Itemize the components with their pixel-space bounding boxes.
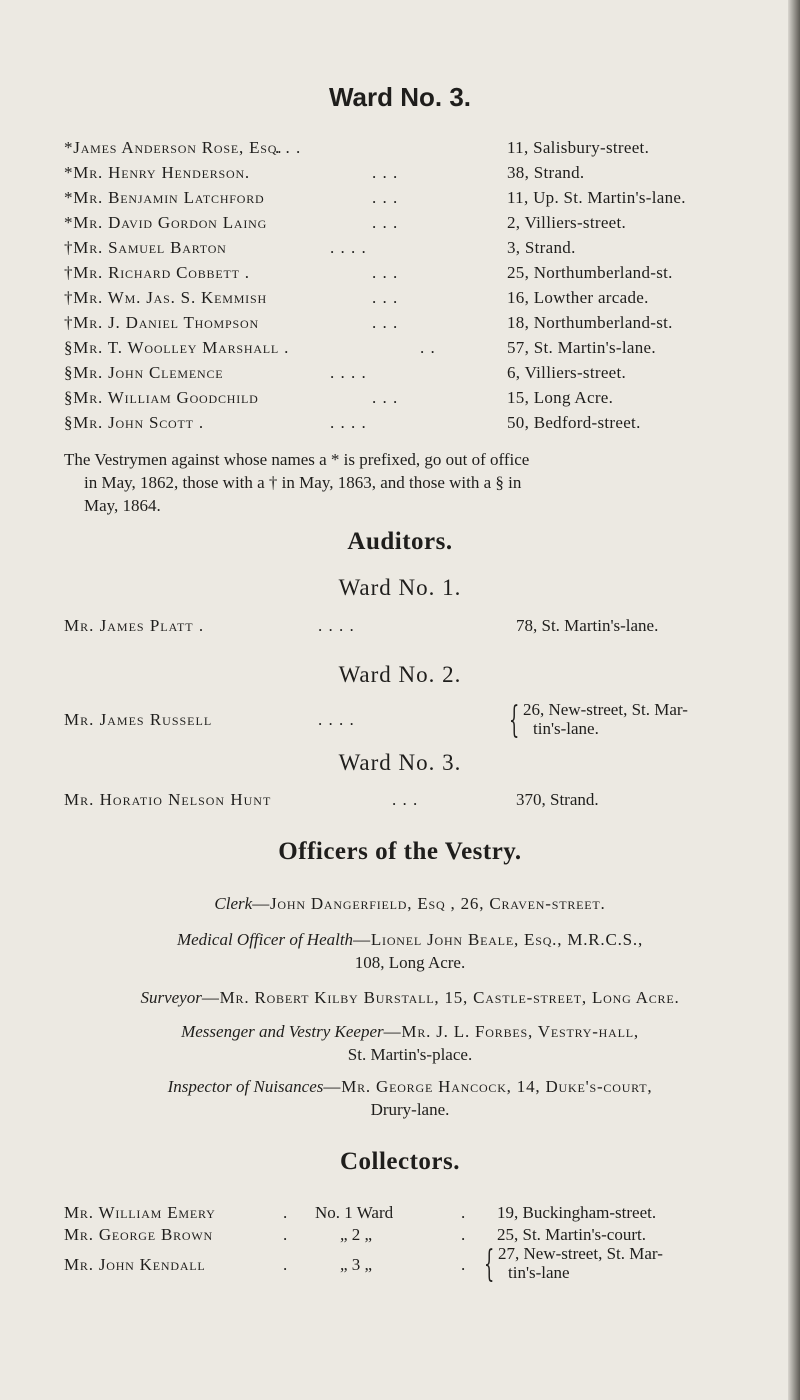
vestryman-name: *Mr. Benjamin Latchford xyxy=(64,188,265,207)
vestryman-name: §Mr. John Clemence xyxy=(64,363,224,382)
ward-label: Ward No. 1. xyxy=(338,575,462,600)
collector-row xyxy=(0,1224,800,1246)
officer-entry xyxy=(80,892,740,915)
vestryman-address: 6, Villiers-street. xyxy=(507,363,627,382)
officer-details: —Mr. J. L. Forbes, Vestry-hall, xyxy=(383,1022,639,1041)
office-term-note xyxy=(64,448,764,517)
vestryman-address: 18, Northumberland-st. xyxy=(507,313,673,332)
address-line: 26, New-street, St. Mar- xyxy=(523,700,688,719)
page-edge-shadow xyxy=(788,0,800,1400)
collector-ward: No. 1 Ward xyxy=(315,1203,394,1222)
collector-name: Mr. John Kendall xyxy=(64,1255,206,1274)
leader-dots: . . . xyxy=(372,288,399,307)
leader-dot: . xyxy=(461,1225,466,1244)
note-line: The Vestrymen against whose names a * is prefixed, go out of office xyxy=(64,450,530,469)
brace-glyph: { xyxy=(484,1244,495,1285)
officer-entry xyxy=(80,986,740,1009)
leader-dot: . xyxy=(283,1255,288,1274)
vestryman-row xyxy=(0,186,800,210)
vestryman-address: 2, Villiers-street. xyxy=(507,213,627,232)
ward-label: Ward No. 2. xyxy=(338,662,462,687)
vestryman-address: 25, Northumberland-st. xyxy=(507,263,673,282)
leader-dots: . . . . xyxy=(330,238,367,257)
auditor-address: 370, Strand. xyxy=(516,790,599,809)
auditor-row xyxy=(0,614,800,638)
vestryman-row xyxy=(0,411,800,435)
leader-dots: . . . . xyxy=(330,363,367,382)
vestryman-name: †Mr. Richard Cobbett . xyxy=(64,263,250,282)
leader-dots: . . . xyxy=(372,163,399,182)
collector-name: Mr. William Emery xyxy=(64,1203,216,1222)
leader-dot: . xyxy=(283,1203,288,1222)
vestryman-row xyxy=(0,136,800,160)
vestryman-name: †Mr. Samuel Barton xyxy=(64,238,227,257)
auditors-heading: Auditors. xyxy=(347,528,453,555)
collector-row xyxy=(0,1254,800,1276)
ward-title: Ward No. 3. xyxy=(328,82,472,112)
officer-details: —Mr. George Hancock, 14, Duke's-court, xyxy=(323,1077,653,1096)
address-line: 27, New-street, St. Mar- xyxy=(498,1244,663,1263)
officer-details-line2: 108, Long Acre. xyxy=(354,953,466,972)
vestryman-name: *Mr. Henry Henderson. xyxy=(64,163,250,182)
leader-dots: . . . xyxy=(372,263,399,282)
vestryman-name: §Mr. T. Woolley Marshall . xyxy=(64,338,290,357)
leader-dot: . xyxy=(461,1255,466,1274)
note-line: May, 1864. xyxy=(84,496,161,515)
vestryman-address: 11, Salisbury-street. xyxy=(507,138,650,157)
auditor-name: Mr. James Russell xyxy=(64,710,213,729)
officer-role: Messenger and Vestry Keeper xyxy=(181,1022,384,1041)
officer-role: Inspector of Nuisances xyxy=(167,1077,324,1096)
vestryman-name: §Mr. William Goodchild xyxy=(64,388,259,407)
officer-details-line2: Drury-lane. xyxy=(370,1100,450,1119)
vestryman-address: 16, Lowther arcade. xyxy=(507,288,649,307)
officer-details: —John Dangerfield, Esq , 26, Craven-street. xyxy=(252,894,606,913)
collector-row xyxy=(0,1202,800,1224)
vestryman-row xyxy=(0,361,800,385)
leader-dots: . . . xyxy=(275,138,302,157)
collector-ward: „ 3 „ xyxy=(340,1255,373,1274)
vestryman-address: 11, Up. St. Martin's-lane. xyxy=(507,188,686,207)
brace-glyph: { xyxy=(509,700,520,741)
officers-heading: Officers of the Vestry. xyxy=(278,838,522,865)
vestryman-row xyxy=(0,311,800,335)
collector-address: 25, St. Martin's-court. xyxy=(497,1225,646,1244)
officer-details: —Mr. Robert Kilby Burstall, 15, Castle-street, Long Acre. xyxy=(201,988,680,1007)
vestryman-address: 15, Long Acre. xyxy=(507,388,614,407)
officer-details: —Lionel John Beale, Esq., M.R.C.S., xyxy=(353,930,644,949)
leader-dots: . . . . xyxy=(318,710,355,729)
vestryman-address: 3, Strand. xyxy=(507,238,576,257)
officer-entry xyxy=(80,1075,740,1121)
vestryman-row xyxy=(0,211,800,235)
officer-role: Clerk xyxy=(214,894,253,913)
officer-entry xyxy=(80,1020,740,1066)
officer-role: Surveyor xyxy=(140,988,202,1007)
leader-dots: . . . . xyxy=(318,616,355,635)
leader-dots: . . . xyxy=(372,188,399,207)
officer-entry xyxy=(80,928,740,974)
officer-role: Medical Officer of Health xyxy=(176,930,354,949)
leader-dots: . . xyxy=(420,338,436,357)
collector-ward: „ 2 „ xyxy=(340,1225,373,1244)
vestryman-name: *James Anderson Rose, Esq. xyxy=(64,138,283,157)
auditor-row xyxy=(0,788,800,812)
leader-dot: . xyxy=(461,1203,466,1222)
auditor-name: Mr. James Platt . xyxy=(64,616,205,635)
collector-address: 19, Buckingham-street. xyxy=(497,1203,657,1222)
vestryman-row xyxy=(0,261,800,285)
vestryman-row xyxy=(0,336,800,360)
address-line: tin's-lane xyxy=(508,1263,570,1282)
leader-dots: . . . xyxy=(372,313,399,332)
vestryman-name: †Mr. J. Daniel Thompson xyxy=(64,313,259,332)
leader-dot: . xyxy=(283,1225,288,1244)
vestryman-row xyxy=(0,161,800,185)
ward-label: Ward No. 3. xyxy=(338,750,462,775)
address-line: tin's-lane. xyxy=(533,719,599,738)
collectors-heading: Collectors. xyxy=(339,1148,461,1175)
vestryman-row xyxy=(0,286,800,310)
leader-dots: . . . . xyxy=(330,413,367,432)
vestryman-row xyxy=(0,386,800,410)
vestryman-row xyxy=(0,236,800,260)
leader-dots: . . . xyxy=(372,388,399,407)
vestryman-address: 57, St. Martin's-lane. xyxy=(507,338,656,357)
collector-name: Mr. George Brown xyxy=(64,1225,213,1244)
officer-details-line2: St. Martin's-place. xyxy=(347,1045,473,1064)
vestryman-name: *Mr. David Gordon Laing xyxy=(64,213,268,232)
auditor-name: Mr. Horatio Nelson Hunt xyxy=(64,790,272,809)
vestryman-name: §Mr. John Scott . xyxy=(64,413,204,432)
leader-dots: . . . xyxy=(392,790,419,809)
note-line: in May, 1862, those with a † in May, 1863, and those with a § in xyxy=(84,473,522,492)
vestryman-address: 38, Strand. xyxy=(507,163,585,182)
leader-dots: . . . xyxy=(372,213,399,232)
vestryman-name: †Mr. Wm. Jas. S. Kemmish xyxy=(64,288,267,307)
vestryman-address: 50, Bedford-street. xyxy=(507,413,641,432)
auditor-address: 78, St. Martin's-lane. xyxy=(516,616,659,635)
